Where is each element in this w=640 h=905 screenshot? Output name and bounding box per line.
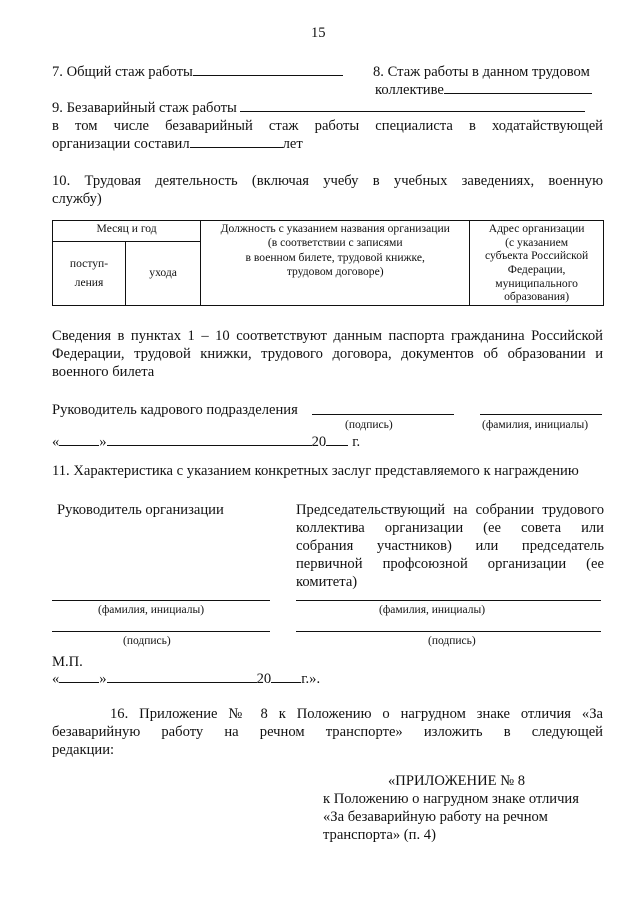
table-header-month-year	[53, 221, 201, 242]
date-year-line	[326, 433, 348, 446]
date-month-line	[107, 433, 312, 446]
date-year-line	[271, 670, 301, 683]
date-quote-open: «	[52, 671, 60, 687]
item-8-line-1: 8. Стаж работы в данном трудовом	[373, 64, 590, 80]
item-9	[52, 99, 585, 118]
table-header-start-line-2: ления	[74, 275, 104, 289]
table-header-address	[470, 221, 604, 306]
item-9-sub-line-2	[52, 135, 303, 154]
verification-paragraph	[52, 327, 603, 381]
chair-line-3: собрания участников) или председатель	[296, 538, 604, 554]
verification-line-2: Федерации, трудовой книжки, трудового договора, документов об образовании и	[52, 346, 603, 362]
table-header-start-line-1: поступ-	[69, 257, 109, 271]
stamp-place: М.П.	[52, 654, 83, 670]
appendix-line-3: транспорта» (п. 4)	[323, 827, 436, 843]
table-header-address-line-1: Адрес организации	[488, 222, 585, 235]
fill-line	[193, 63, 343, 76]
date-month-line	[107, 670, 257, 683]
hr-name-line	[480, 414, 602, 415]
item-7-label: 7. Общий стаж работы	[52, 64, 193, 80]
date-quote-open: «	[52, 434, 60, 450]
table-header-end	[126, 242, 201, 306]
table-header-address-line-2: (с указанием	[505, 235, 569, 249]
chair-line-2: коллектива организации (ее совета или	[296, 520, 604, 536]
item-10-line-1: 10. Трудовая деятельность (включая учебу в учебных заведениях, военную	[52, 173, 603, 189]
item-9-sub-line-1: в том числе безаварийный стаж работы специалиста в ходатайствующей	[52, 118, 603, 134]
org-signature-line	[52, 631, 270, 632]
item-16-paragraph	[52, 705, 603, 759]
chair-name-caption: (фамилия, инициалы)	[379, 604, 486, 616]
fill-line	[444, 81, 592, 94]
hr-head-line	[52, 401, 298, 420]
fill-line	[190, 135, 283, 148]
table-header-position-line-1: Должность с указанием названия организации	[220, 222, 450, 235]
table-header-position-line-4: трудовом договоре)	[286, 265, 384, 279]
table-header-address-line-6: образования)	[504, 290, 570, 304]
item-9-sub-unit: лет	[282, 136, 303, 152]
item-16-line-3: редакции:	[52, 742, 115, 758]
item-8-label: коллективе	[375, 82, 444, 98]
employment-table	[52, 220, 604, 306]
table-header-end-label: ухода	[149, 266, 177, 280]
org-name-line	[52, 600, 270, 601]
chair-line-5: комитета)	[296, 574, 358, 590]
item-9-sub-label: организации составил	[52, 136, 190, 152]
hr-name-caption: (фамилия, инициалы)	[482, 419, 589, 431]
hr-signature-caption: (подпись)	[345, 419, 393, 431]
table-header-position-line-2: (в соответствии с записями	[267, 236, 403, 250]
hr-head-label: Руководитель кадрового подразделения	[52, 402, 298, 418]
chair-name-line	[296, 600, 601, 601]
date-year-prefix: 20	[256, 671, 272, 687]
fill-line	[240, 99, 585, 112]
hr-signature-line	[312, 414, 454, 415]
appendix-line-2: «За безаварийную работу на речном	[323, 809, 548, 825]
item-8-line-2	[373, 81, 592, 100]
org-signature-caption: (подпись)	[123, 635, 171, 647]
item-7	[52, 63, 343, 82]
item-9-label: 9. Безаварийный стаж работы	[52, 100, 237, 116]
table-header-position	[201, 221, 470, 306]
appendix-line-1: к Положению о нагрудном знаке отличия	[323, 791, 579, 807]
chair-paragraph	[296, 501, 604, 591]
chair-line-1: Председательствующий на собрании трудового	[296, 502, 604, 518]
appendix-title: «ПРИЛОЖЕНИЕ № 8	[388, 773, 526, 789]
final-date	[52, 670, 320, 689]
verification-line-1: Сведения в пунктах 1 – 10 соответствуют данным паспорта гражданина Российской	[52, 328, 603, 344]
org-head-label: Руководитель организации	[57, 502, 224, 518]
date-year-prefix: 20	[311, 434, 327, 450]
date-quote-close: »	[99, 434, 107, 450]
item-16-line-2: безаварийную работу на речном транспорте» изложить в следующей	[52, 724, 603, 740]
date-year-suffix: г.».	[301, 671, 321, 687]
verification-line-3: военного билета	[52, 364, 155, 380]
table-header-position-line-3: в военном билете, трудовой книжке,	[245, 250, 425, 264]
table-header-label: Месяц и год	[96, 222, 157, 235]
hr-date	[52, 433, 360, 452]
page-number: 15	[311, 25, 326, 41]
date-quote-close: »	[99, 671, 107, 687]
date-day-line	[59, 670, 99, 683]
item-10-line-2: службу)	[52, 191, 102, 207]
chair-line-4: первичной профсоюзной организации (ее	[296, 556, 604, 572]
item-16-line-1: 16. Приложение № 8 к Положению о нагрудном знаке отличия «За	[110, 706, 603, 722]
chair-signature-caption: (подпись)	[428, 635, 476, 647]
chair-signature-line	[296, 631, 601, 632]
table-header-address-line-5: муниципального	[495, 276, 578, 290]
item-11: 11. Характеристика с указанием конкретных заслуг представляемого к награждению	[52, 463, 579, 479]
date-day-line	[59, 433, 99, 446]
table-header-start	[53, 242, 126, 306]
table-header-address-line-3: субъекта Российской	[484, 249, 589, 263]
date-year-suffix: г.	[352, 434, 361, 450]
table-header-address-line-4: Федерации,	[507, 263, 566, 277]
org-name-caption: (фамилия, инициалы)	[98, 604, 205, 616]
